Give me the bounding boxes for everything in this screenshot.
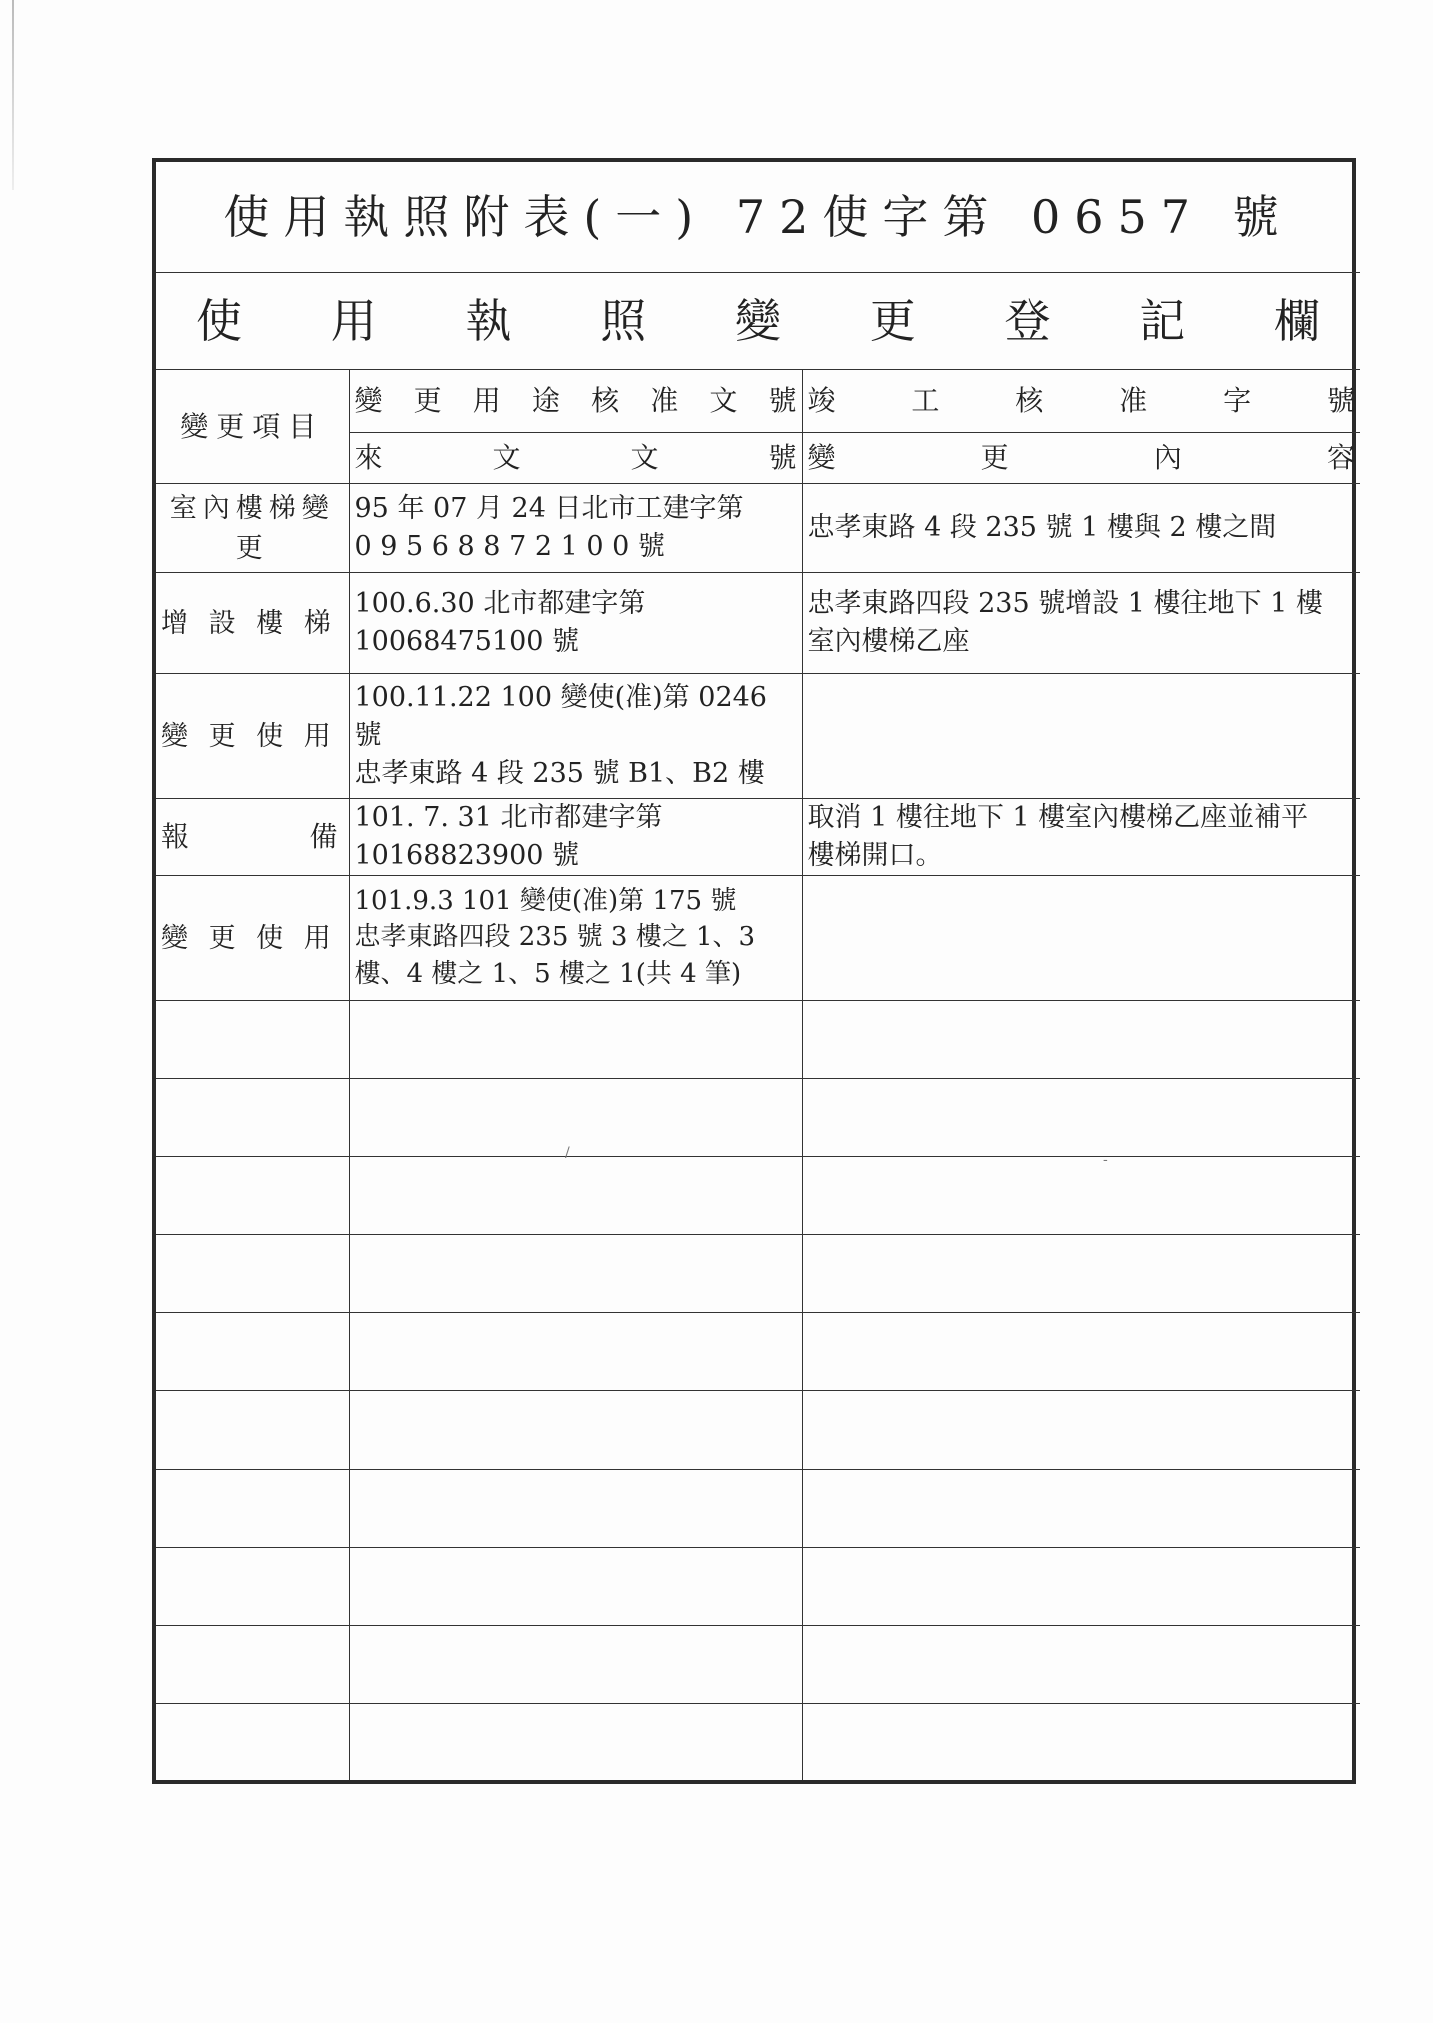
row-item: 變 更 使 用 <box>161 922 337 954</box>
row-content: 忠孝東路 4 段 235 號 1 樓與 2 樓之間 <box>807 512 1277 544</box>
form-title: 使用執照附表(一) 72使字第 0657 號 <box>156 162 1360 273</box>
spread-char: 號 <box>768 384 797 418</box>
blank-cell <box>156 1704 349 1781</box>
row-doc-no: 101. 7. 31 北市都建字第 10168823900 號 <box>354 802 663 871</box>
spread-char: 號 <box>768 441 797 475</box>
spread-char: 照 <box>600 293 647 348</box>
spread-char: 更 <box>869 293 916 348</box>
blank-cell <box>802 1078 1360 1156</box>
row-content: 取消 1 樓往地下 1 樓室內樓梯乙座並補平 樓梯開口。 <box>807 802 1309 871</box>
row-doc-no: 101.9.3 101 變使(准)第 175 號 忠孝東路四段 235 號 3 樓之 1、3 樓、4 樓之 1、5 樓之 1(共 4 筆) <box>354 886 756 989</box>
spread-char: 執 <box>465 293 512 348</box>
blank-cell <box>156 1235 349 1313</box>
spread-char: 竣 <box>807 384 836 418</box>
blank-cell <box>802 1235 1360 1313</box>
scan-speck: / <box>565 1145 570 1161</box>
form-table <box>156 162 1360 1780</box>
blank-cell <box>349 1235 802 1313</box>
header-change-item: 變更項目 <box>156 370 349 484</box>
scan-edge <box>12 0 14 190</box>
row-item: 增 設 樓 梯 <box>161 608 337 640</box>
blank-row <box>156 1625 1360 1703</box>
spread-char: 報 <box>161 820 196 854</box>
spread-char: 字 <box>1223 384 1252 418</box>
blank-row <box>156 1000 1360 1078</box>
blank-cell <box>349 1469 802 1547</box>
blank-cell <box>349 1704 802 1781</box>
blank-cell <box>802 1000 1360 1078</box>
spread-char: 使 <box>196 293 242 348</box>
spread-char: 欄 <box>1274 293 1320 348</box>
table-row <box>156 573 1360 674</box>
scan-speck: - <box>1103 1152 1108 1168</box>
spread-char: 號 <box>1326 384 1355 418</box>
spread-char: 容 <box>1326 441 1355 475</box>
blank-row <box>156 1313 1360 1391</box>
spread-char: 內 <box>1153 441 1182 475</box>
row-content: 忠孝東路四段 235 號增設 1 樓往地下 1 樓 室內樓梯乙座 <box>807 588 1323 657</box>
blank-cell <box>156 1156 349 1234</box>
blank-cell <box>349 1156 802 1234</box>
subtitle-row <box>156 273 1360 370</box>
license-annex-form <box>152 158 1356 1784</box>
blank-row <box>156 1547 1360 1625</box>
spread-char: 來 <box>354 441 383 475</box>
row-doc-no: 95 年 07 月 24 日北市工建字第 0 9 5 6 8 8 7 2 1 0 0 號 <box>354 493 744 562</box>
blank-cell <box>802 1313 1360 1391</box>
blank-cell <box>156 1391 349 1469</box>
spread-char: 核 <box>591 384 620 418</box>
spread-char: 更 <box>413 384 442 418</box>
row-item <box>161 817 344 856</box>
form-subtitle <box>196 289 1320 353</box>
blank-cell <box>802 1469 1360 1547</box>
table-row <box>156 799 1360 876</box>
spread-char: 准 <box>650 384 679 418</box>
header-incoming-doc-no <box>355 438 797 477</box>
spread-char: 備 <box>309 820 344 854</box>
row-doc-no: 100.6.30 北市都建字第 10068475100 號 <box>354 588 646 657</box>
header-approval-doc-no <box>355 381 797 420</box>
blank-cell <box>156 1000 349 1078</box>
spread-char: 文 <box>492 441 521 475</box>
spread-char: 准 <box>1119 384 1148 418</box>
row-item: 室內樓梯變 更 <box>169 493 335 564</box>
blank-cell <box>156 1469 349 1547</box>
blank-cell <box>156 1313 349 1391</box>
blank-cell <box>802 1156 1360 1234</box>
spread-char: 變 <box>354 384 383 418</box>
header-change-content <box>808 438 1356 477</box>
blank-row <box>156 1235 1360 1313</box>
blank-cell <box>349 1313 802 1391</box>
title-row <box>156 162 1360 273</box>
spread-char: 途 <box>531 384 560 418</box>
blank-cell <box>349 1078 802 1156</box>
blank-cell <box>349 1625 802 1703</box>
blank-row <box>156 1391 1360 1469</box>
blank-cell <box>156 1625 349 1703</box>
blank-row <box>156 1704 1360 1781</box>
blank-cell <box>156 1547 349 1625</box>
table-row <box>156 674 1360 799</box>
blank-cell <box>349 1000 802 1078</box>
spread-char: 變 <box>807 441 836 475</box>
header-completion-no <box>808 381 1356 420</box>
blank-cell <box>156 1078 349 1156</box>
row-item: 變 更 使 用 <box>161 721 337 753</box>
spread-char: 用 <box>330 293 377 348</box>
blank-cell <box>349 1391 802 1469</box>
row-doc-no: 100.11.22 100 變使(准)第 0246 號 忠孝東路 4 段 235 號 B1、B2 樓 <box>354 682 767 789</box>
spread-char: 工 <box>911 384 940 418</box>
spread-char: 用 <box>472 384 501 418</box>
blank-row <box>156 1469 1360 1547</box>
blank-cell <box>349 1547 802 1625</box>
spread-char: 文 <box>709 384 738 418</box>
header-row-1 <box>156 370 1360 433</box>
table-row <box>156 875 1360 1000</box>
spread-char: 記 <box>1139 293 1186 348</box>
blank-row <box>156 1078 1360 1156</box>
spread-char: 變 <box>735 293 781 348</box>
blank-cell <box>802 1625 1360 1703</box>
blank-row <box>156 1156 1360 1234</box>
spread-char: 更 <box>980 441 1009 475</box>
spread-char: 登 <box>1004 293 1051 348</box>
blank-cell <box>802 1547 1360 1625</box>
blank-cell <box>802 1704 1360 1781</box>
table-row <box>156 484 1360 573</box>
blank-cell <box>802 1391 1360 1469</box>
spread-char: 文 <box>630 441 659 475</box>
spread-char: 核 <box>1015 384 1044 418</box>
